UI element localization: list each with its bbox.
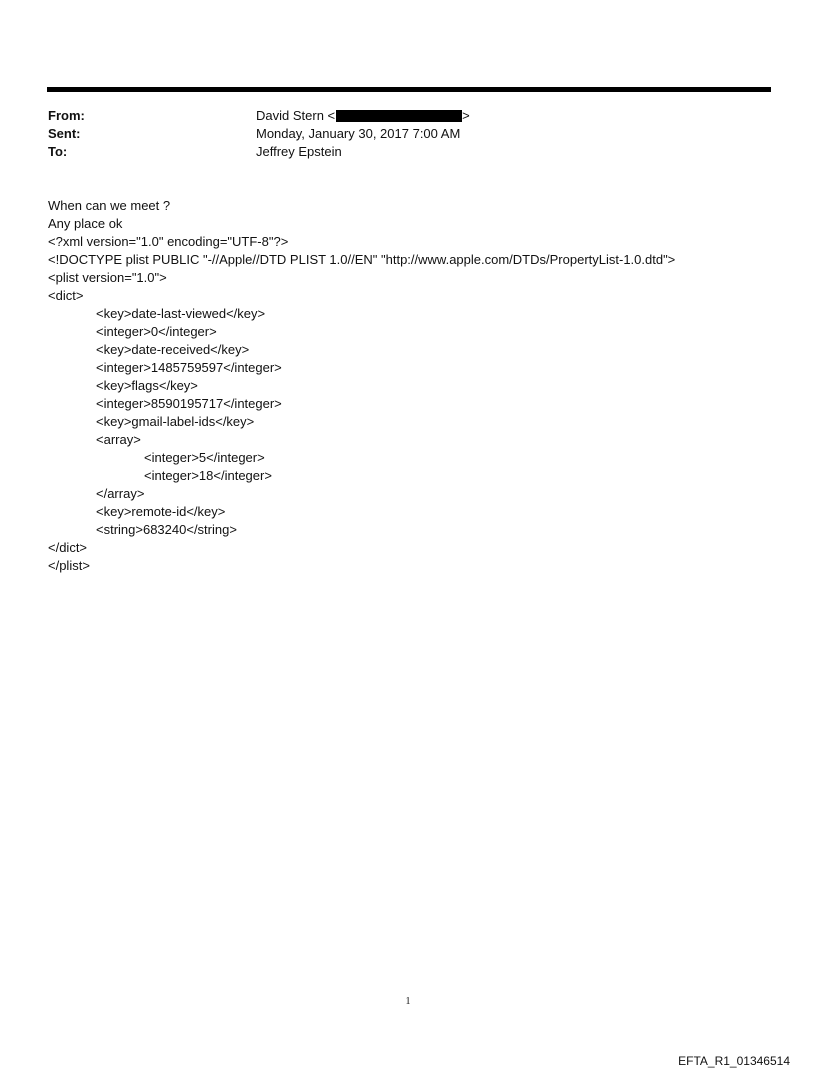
to-value: Jeffrey Epstein	[256, 144, 342, 159]
body-line: </array>	[96, 486, 145, 501]
from-label: From:	[48, 108, 85, 123]
body-line: <key>remote-id</key>	[96, 504, 226, 519]
body-line: When can we meet ?	[48, 198, 171, 213]
body-line: <key>date-received</key>	[96, 342, 250, 357]
sent-label: Sent:	[48, 126, 81, 141]
header-rule	[47, 87, 771, 92]
body-line: <integer>8590195717</integer>	[96, 396, 282, 411]
from-value	[256, 107, 470, 125]
email-header	[48, 107, 470, 161]
body-line: </plist>	[48, 558, 90, 573]
body-line: <?xml version="1.0" encoding="UTF-8"?>	[48, 234, 289, 249]
body-line: <integer>0</integer>	[96, 324, 217, 339]
body-line: <key>flags</key>	[96, 378, 198, 393]
body-line: </dict>	[48, 540, 88, 555]
body-line: <!DOCTYPE plist PUBLIC "-//Apple//DTD PLIST 1.0//EN" "http://www.apple.com/DTDs/PropertyList-1.0.dtd">	[48, 252, 676, 267]
body-line: <integer>1485759597</integer>	[96, 360, 282, 375]
redaction-block	[336, 110, 462, 122]
sent-row	[48, 125, 470, 143]
body-line: <key>gmail-label-ids</key>	[96, 414, 255, 429]
body-line: <array>	[96, 432, 141, 447]
body-line: <integer>5</integer>	[144, 450, 265, 465]
body-line: Any place ok	[48, 216, 123, 231]
document-id: EFTA_R1_01346514	[678, 1054, 790, 1068]
page-number: 1	[405, 996, 411, 1007]
body-line: <dict>	[48, 288, 84, 303]
body-line: <plist version="1.0">	[48, 270, 167, 285]
email-body	[48, 197, 675, 575]
to-row	[48, 143, 470, 161]
sent-value: Monday, January 30, 2017 7:00 AM	[256, 126, 461, 141]
from-name: David Stern <	[256, 108, 336, 123]
to-label: To:	[48, 144, 68, 159]
from-close: >	[462, 108, 470, 123]
body-line: <string>683240</string>	[96, 522, 237, 537]
from-row	[48, 107, 470, 125]
body-line: <key>date-last-viewed</key>	[96, 306, 266, 321]
body-line: <integer>18</integer>	[144, 468, 272, 483]
